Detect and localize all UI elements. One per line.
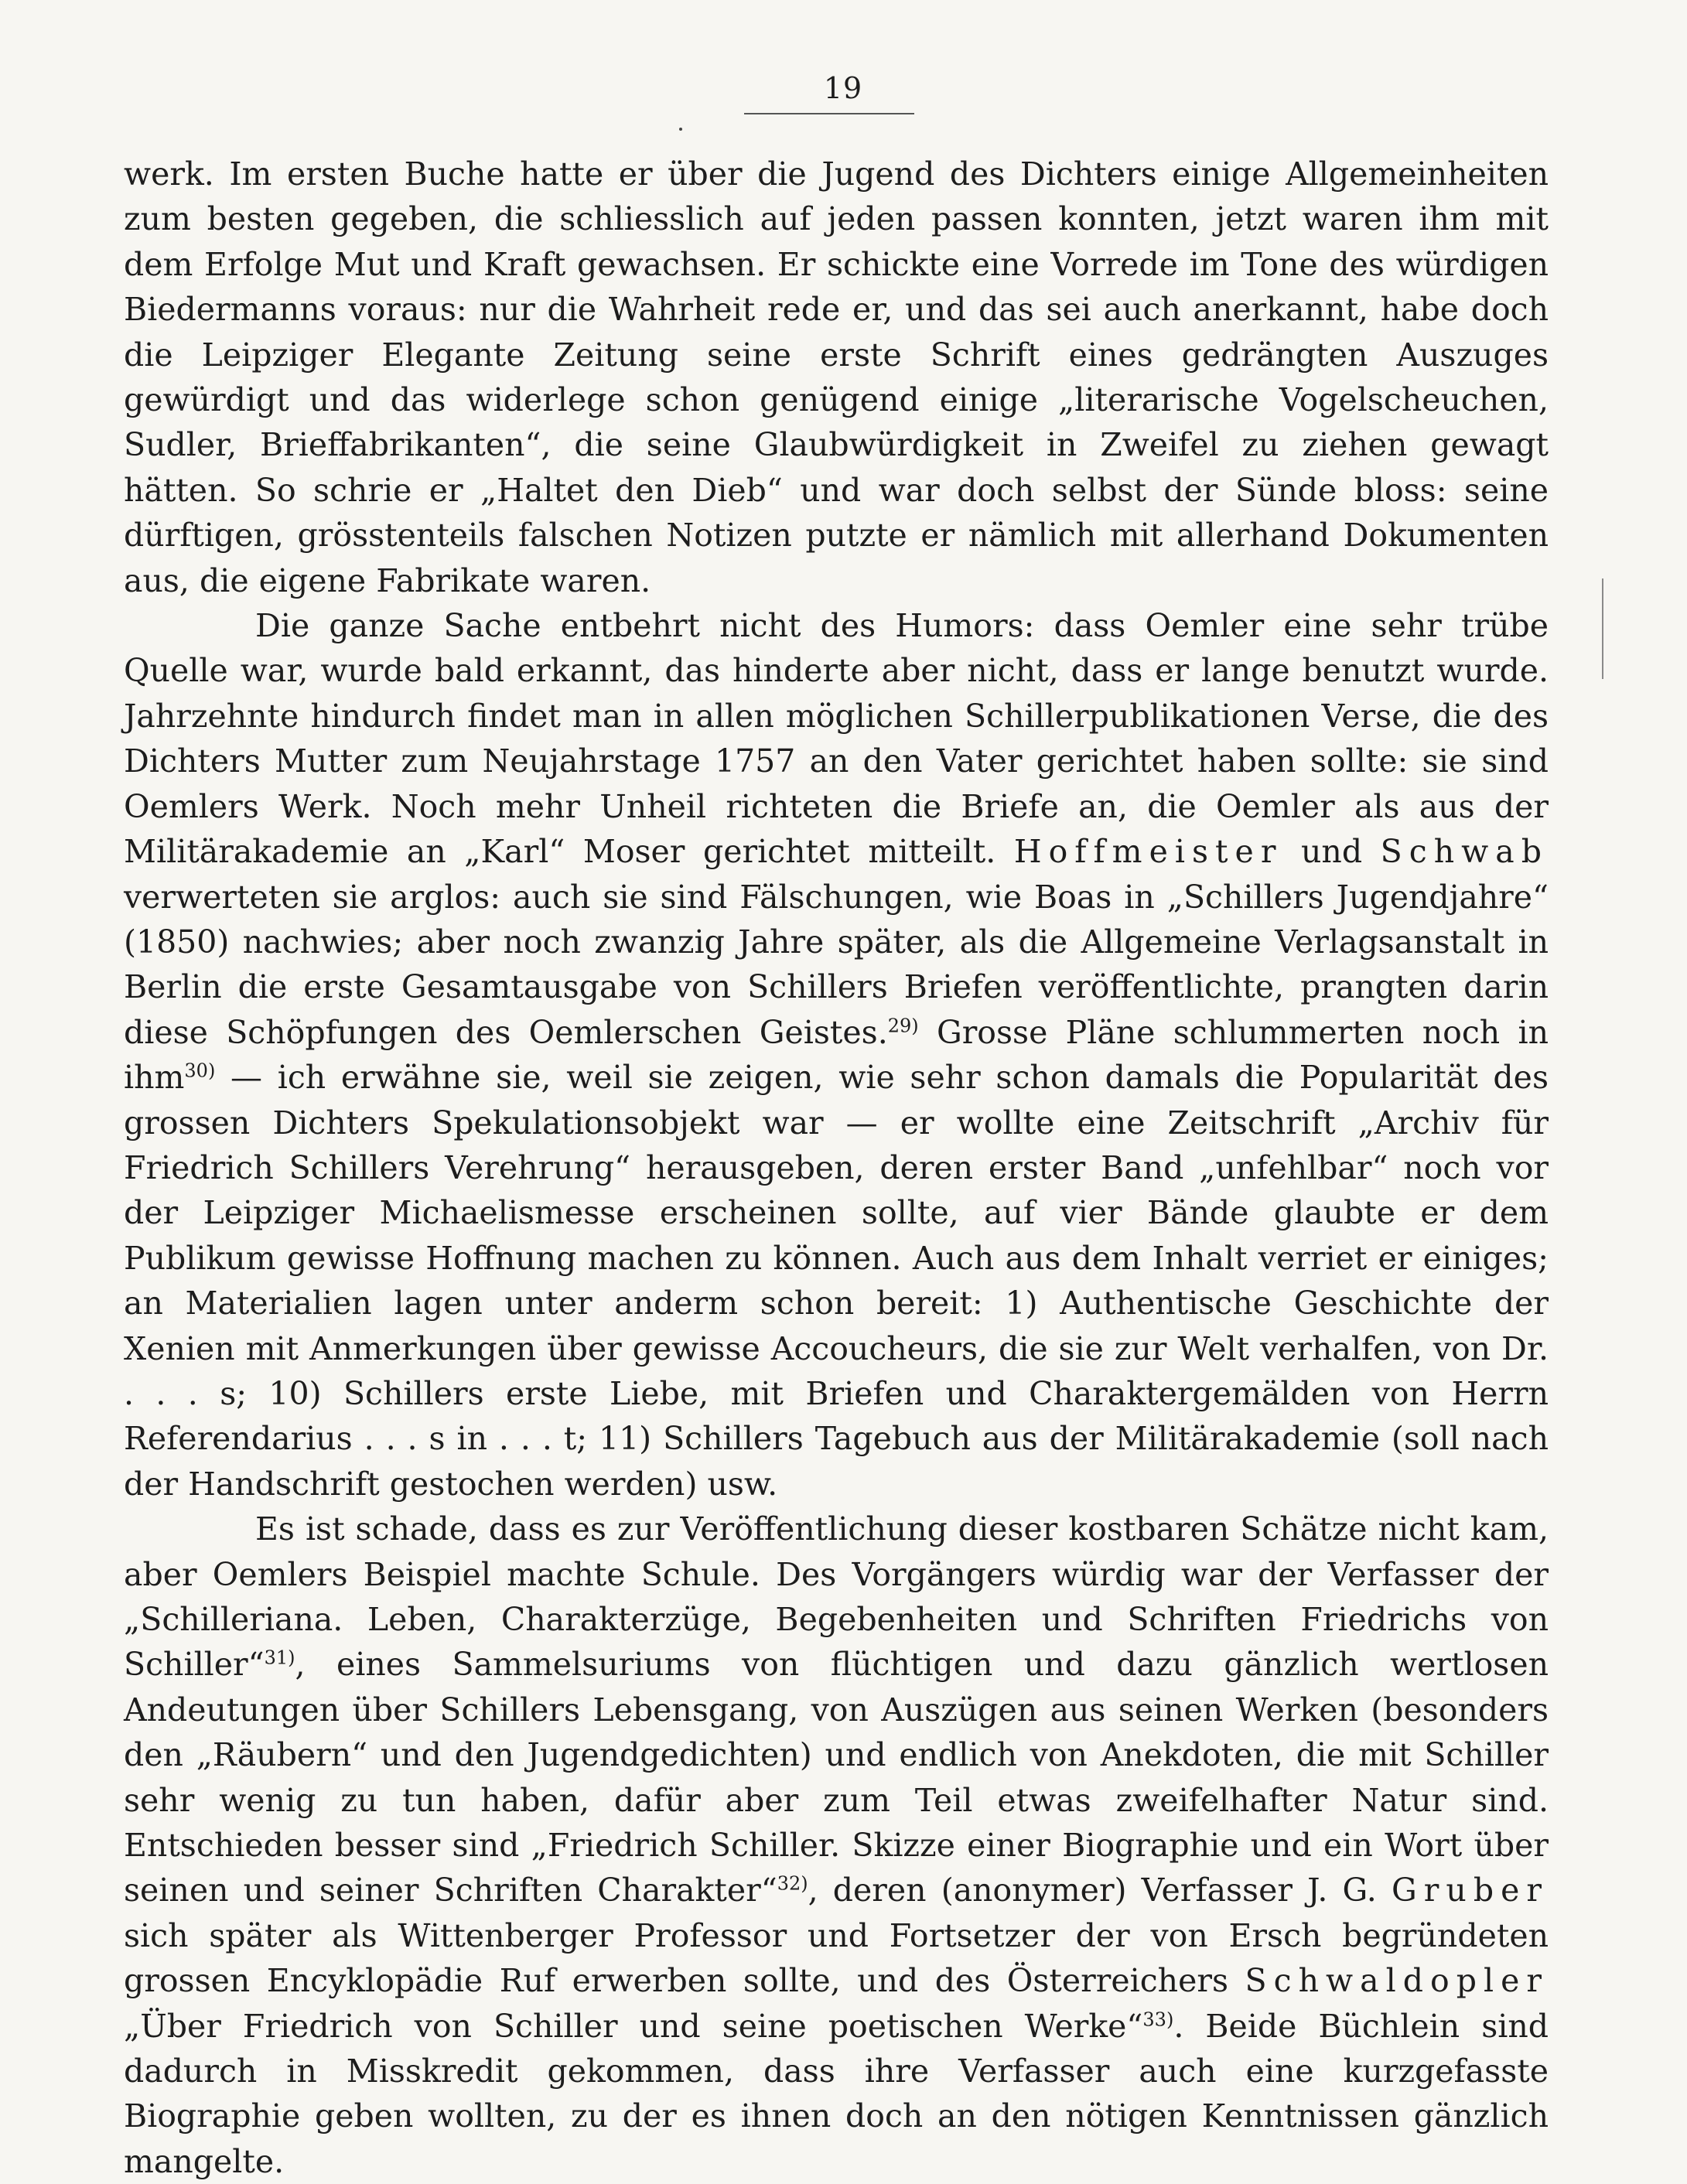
footnote-ref: 30) bbox=[184, 1060, 216, 1082]
header-rule bbox=[744, 113, 914, 114]
text-run: verwerteten sie arglos: auch sie sind Fälschungen, wie Boas in „Schillers Jugendjahre“ (1850) nachwies; aber noch zwanzig Jahre später, als die Allgemeine Verlagsanstalt in Berlin die erste Gesamtausgabe von Schillers Briefen veröffentlichte, prangten darin diese Schöpfungen des Oemlerschen Geistes. bbox=[124, 878, 1549, 1051]
footnote-ref: 31) bbox=[264, 1647, 295, 1669]
text-run: „Über Friedrich von Schiller und seine poetischen Werke“ bbox=[124, 2007, 1143, 2045]
text-run: . Beide Büchlein sind dadurch in Misskredit gekommen, dass ihre Verfasser auch eine kurzgefasste Biographie geben wollten, zu der es ihnen doch an den nötigen Kenntnissen gänzlich mangelte. bbox=[124, 2007, 1549, 2180]
footnote-ref: 29) bbox=[887, 1015, 919, 1037]
footnote-ref: 32) bbox=[777, 1872, 808, 1895]
body-text bbox=[124, 152, 1549, 2184]
text-run: werk. Im ersten Buche hatte er über die Jugend des Dichters einige Allgemeinheiten zum besten gegeben, die schliesslich auf jeden passen konnten, jetzt waren ihm mit dem Erfolge Mut und Kraft gewachsen. Er schickte eine Vorrede im Tone des würdigen Biedermanns voraus: nur die Wahrheit rede er, und das sei auch anerkannt, habe doch die Leipziger Elegante Zeitung seine erste Schrift eines gedrängten Auszuges gewürdigt und das widerlege schon genügend einige „literarische Vogelscheuchen, Sudler, Brieffabrikanten“, die seine Glaubwürdigkeit in Zweifel zu ziehen gewagt hätten. So schrie er „Haltet den Dieb“ und war doch selbst der Sünde bloss: seine dürftigen, grösstenteils falschen Notizen putzte er nämlich mit allerhand Dokumenten aus, die eigene Fabrikate waren. bbox=[124, 155, 1549, 599]
paragraph bbox=[124, 152, 1549, 603]
spaced-name: Schwab bbox=[1380, 833, 1549, 871]
text-run: und bbox=[1282, 833, 1381, 871]
spaced-name: Hoffmeister bbox=[1013, 833, 1283, 871]
page-number: 19 bbox=[823, 71, 863, 105]
spaced-name: Gruber bbox=[1392, 1872, 1549, 1909]
footnote-ref: 33) bbox=[1142, 2008, 1174, 2030]
paragraph bbox=[124, 603, 1549, 1507]
paragraph bbox=[124, 1507, 1549, 2184]
ink-dot bbox=[679, 128, 682, 131]
text-run: — ich erwähne sie, weil sie zeigen, wie sehr schon damals die Popularität des grossen Dichters Spekulationsobjekt war — er wollte eine Zeitschrift „Archiv für Friedrich Schillers Verehrung“ herausgeben, deren erster Band „unfehlbar“ noch vor der Leipziger Michaelismesse erscheinen sollte, auf vier Bände glaubte er dem Publikum gewisse Hoffnung machen zu können. Auch aus dem Inhalt verriet er einiges; an Materialien lagen unter anderm schon bereit: 1) Authentische Geschichte der Xenien mit Anmerkungen über gewisse Accoucheurs, die sie zur Welt verhalfen, von Dr. . . . s; 10) Schillers erste Liebe, mit Briefen und Charaktergemälden von Herrn Referendarius . . . s in . . . t; 11) Schillers Tagebuch aus der Militärakademie (soll nach der Handschrift gestochen werden) usw. bbox=[124, 1059, 1549, 1503]
text-run: Die ganze Sache entbehrt nicht des Humors: dass Oemler eine sehr trübe Quelle war, wurde bald erkannt, das hinderte aber nicht, dass er lange benutzt wurde. Jahrzehnte hindurch findet man in allen möglichen Schillerpublikationen Verse, die des Dichters Mutter zum Neujahrstage 1757 an den Vater gerichtet haben sollte: sie sind Oemlers Werk. Noch mehr Unheil richteten die Briefe an, die Oemler als aus der Militärakademie an „Karl“ Moser gerichtet mitteilt. bbox=[124, 607, 1549, 871]
spaced-name: Schwaldopler bbox=[1245, 1962, 1549, 2000]
text-run: sich später als Wittenberger Professor und Fortsetzer der von Ersch begründeten grossen Encyklopädie Ruf erwerben sollte, und des Österreichers bbox=[124, 1916, 1549, 2000]
text-run: Es ist schade, dass es zur Veröffentlichung dieser kostbaren Schätze nicht kam, aber Oemlers Beispiel machte Schule. Des Vorgängers würdig war der Verfasser der „Schilleriana. Leben, Charakterzüge, Begebenheiten und Schriften Friedrichs von Schiller“ bbox=[124, 1510, 1549, 1684]
text-run: Grosse Pläne schlummerten noch in ihm bbox=[124, 1013, 1549, 1097]
text-run: , eines Sammelsuriums von flüchtigen und dazu gänzlich wertlosen Andeutungen über Schillers Lebensgang, von Auszügen aus seinen Werken (besonders den „Räubern“ und den Jugendgedichten) und endlich von Anekdoten, die mit Schiller sehr wenig zu tun haben, dafür aber zum Teil etwas zweifelhafter Natur sind. Entschieden besser sind „Friedrich Schiller. Skizze einer Biographie und ein Wort über seinen und seiner Schriften Charakter“ bbox=[124, 1646, 1549, 1909]
margin-mark bbox=[1602, 578, 1603, 679]
text-run: , deren (anonymer) Verfasser J. G. bbox=[808, 1872, 1392, 1909]
